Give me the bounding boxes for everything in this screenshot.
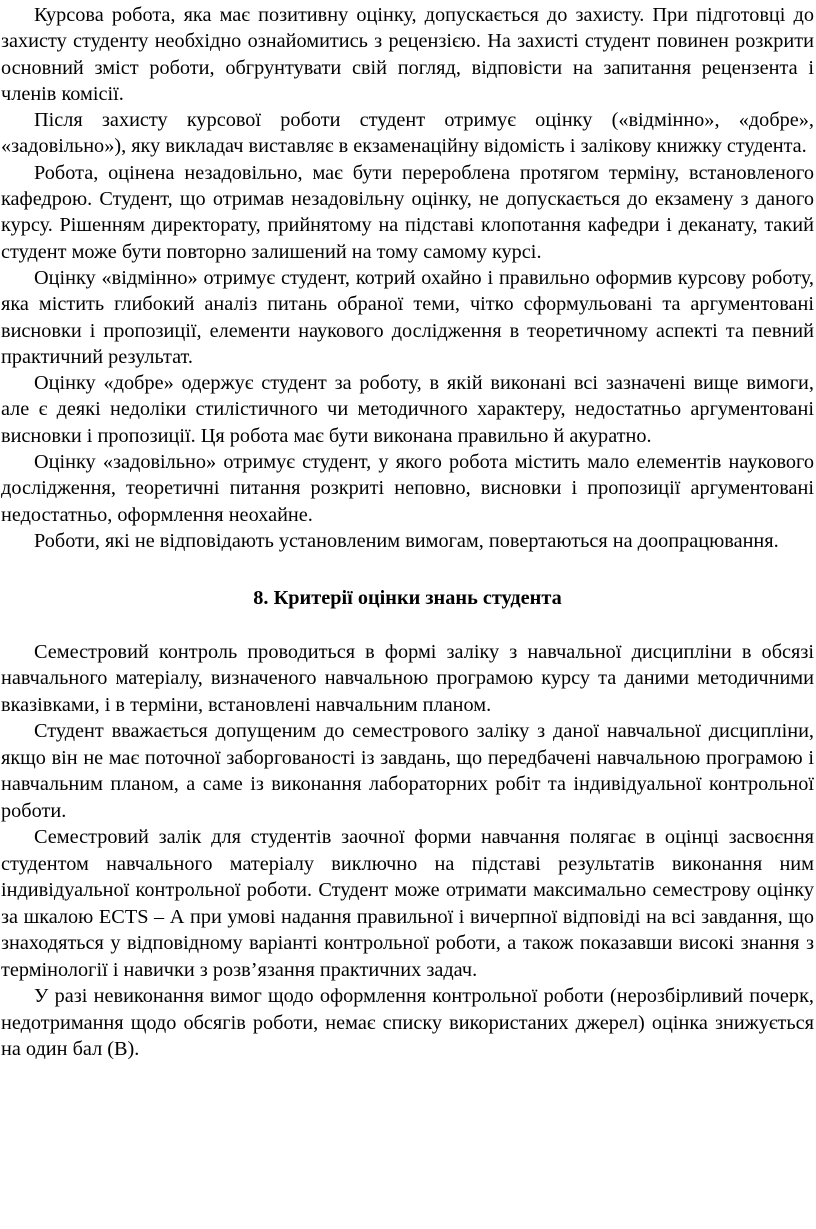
paragraph-distance-learning-credit: Семестровий залік для студентів заочної форми навчання полягає в оцінці засвоєння студентом навчального матеріалу виключно на підставі результатів виконання ним індивідуальної контрольної роботи. Студент може отримати максимально семестрову оцінку за шкалою ECTS – А при умові надання правильної і вичерпної відповіді на всі завдання, що знаходяться у відповідному варіанті контрольної роботи, а також показавши високі знання з термінології і навички з розв’язання практичних задач. [1,826,814,981]
paragraph-excellent-grade: Оцінку «відмінно» отримує студент, котрий охайно і правильно оформив курсову роботу, яка містить глибокий аналіз питань обраної теми, чітко сформульовані та аргументовані висновки і пропозиції, елементи наукового дослідження в теоретичному аспекті та певний практичний результат. [1,266,814,368]
paragraph-returned-works: Роботи, які не відповідають установленим вимогам, повертаються на доопрацювання. [34,529,779,552]
paragraph-defense-admission: Курсова робота, яка має позитивну оцінку, допускається до захисту. При підготовці до захисту студенту необхідно ознайомитись з рецензією. На захисті студент повинен розкрити основний зміст роботи, обгрунтувати свій погляд, відповісти на запитання рецензента і членів комісії. [1,4,814,105]
paragraph-semester-control: Семестровий контроль проводиться в формі заліку з навчальної дисципліни в обсязі навчального матеріалу, визначеного навчальною програмою курсу та даними методичними вказівками, і в терміни, встановлені навчальним планом. [1,640,814,716]
paragraph-unsatisfactory-work: Робота, оцінена незадовільно, має бути перероблена протягом терміну, встановленого кафедрою. Студент, що отримав незадовільну оцінку, не допускається до екзамену з даного курсу. Рішенням директорату, прийнятому на підставі клопотання кафедри і деканату, такий студент може бути повторно залишений на тому самому курсі. [1,161,814,263]
paragraph-grade-after-defense: Після захисту курсової роботи студент отримує оцінку («відмінно», «добре», «задовільно»), яку викладач виставляє в екзаменаційну відомість і залікову книжку студента. [1,109,814,158]
section-heading: 8. Критерії оцінки знань студента [253,587,562,610]
paragraph-grade-reduction: У разі невиконання вимог щодо оформлення контрольної роботи (нерозбірливий почерк, недотримання щодо обсягів роботи, немає списку використаних джерел) оцінка знижується на один бал (В). [1,985,814,1061]
paragraph-satisfactory-grade: Оцінку «задовільно» отримує студент, у якого робота містить мало елементів наукового дослідження, теоретичні питання розкриті неповно, висновки і пропозиції аргументовані недостатньо, оформлення неохайне. [1,451,814,526]
paragraph-credit-admission: Студент вважається допущеним до семестрового заліку з даної навчальної дисципліни, якщо він не має поточної заборгованості із завдань, що передбачені навчальною програмою і навчальним планом, а саме із виконання лабораторних робіт та індивідуальної контрольної роботи. [1,720,814,822]
paragraph-good-grade: Оцінку «добре» одержує студент за роботу, в якій виконані всі зазначені вище вимоги, але є деякі недоліки стилістичного чи методичного характеру, недостатньо аргументовані висновки і пропозиції. Ця робота має бути виконана правильно й акуратно. [1,372,814,447]
